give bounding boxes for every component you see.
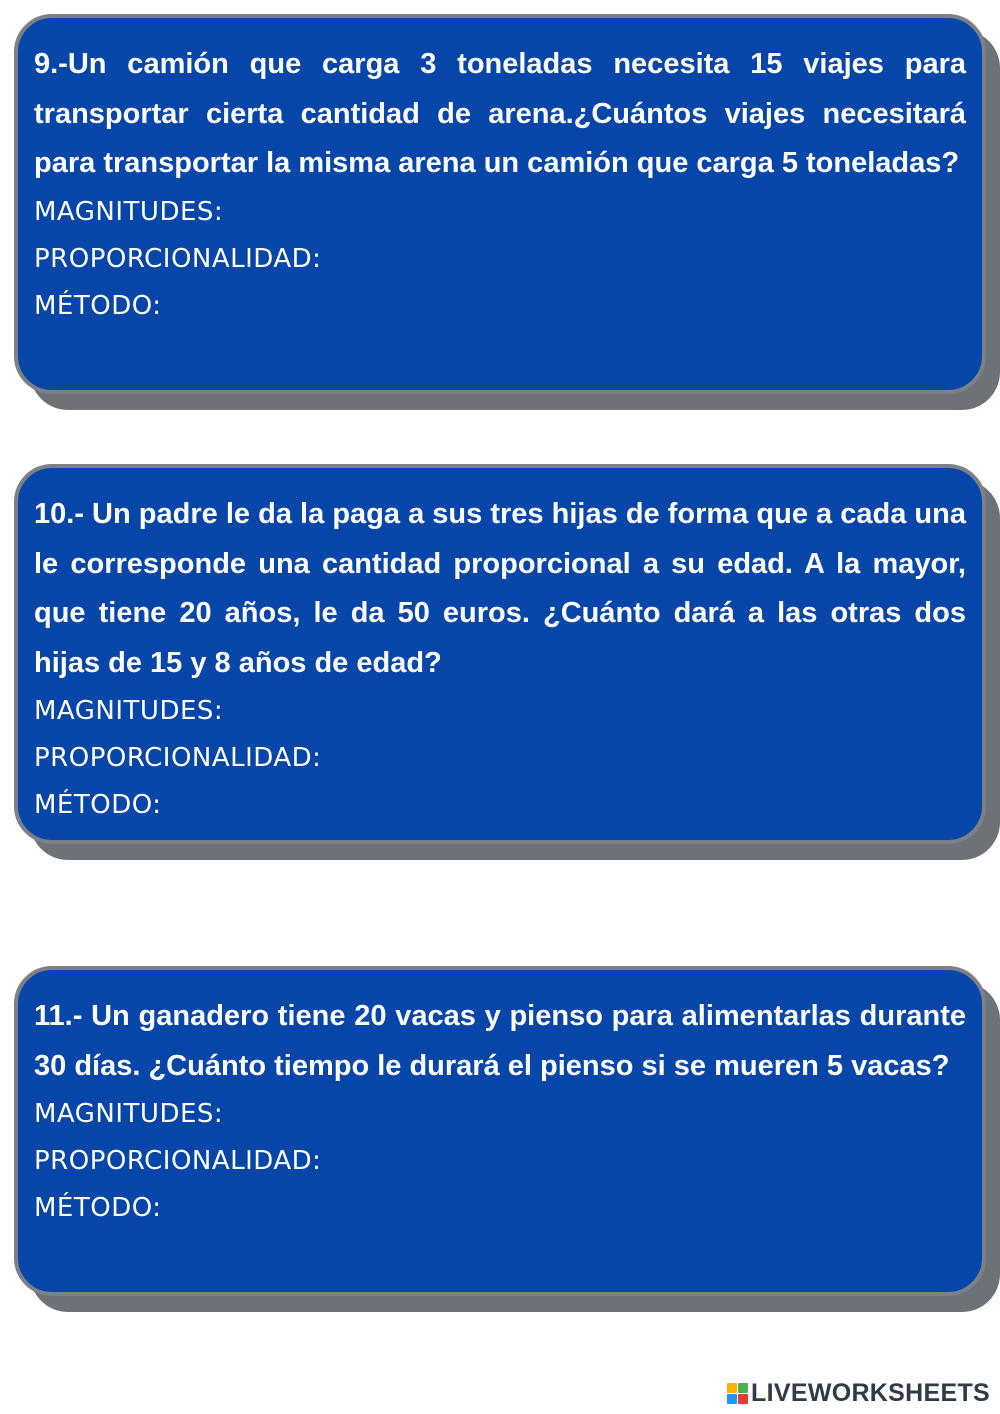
card-body: [14, 966, 986, 1296]
problem-text: 11.- Un ganadero tiene 20 vacas y pienso para alimentarlas durante 30 días. ¿Cuánto tiempo le durará el pienso si se mueren 5 vacas?: [34, 1000, 966, 1082]
proporcionalidad-label: PROPORCIONALIDAD:: [34, 743, 322, 773]
logo-square-blue: [727, 1394, 737, 1404]
metodo-label: MÉTODO:: [34, 790, 162, 820]
card-body: [14, 464, 986, 844]
problem-card-9: [14, 14, 1000, 394]
liveworksheets-logo-icon: [727, 1383, 748, 1404]
problem-card-11: [14, 966, 1000, 1296]
magnitudes-label: MAGNITUDES:: [34, 196, 224, 227]
proporcionalidad-label: PROPORCIONALIDAD:: [34, 1146, 322, 1176]
logo-square-green: [738, 1383, 748, 1393]
metodo-label: MÉTODO:: [34, 1193, 162, 1223]
magnitudes-label: MAGNITUDES:: [34, 1099, 224, 1129]
logo-square-red: [738, 1394, 748, 1404]
liveworksheets-logo[interactable]: [727, 1379, 990, 1408]
logo-square-yellow: [727, 1383, 737, 1393]
problem-text: 10.- Un padre le da la paga a sus tres hijas de forma que a cada una le corresponde una cantidad proporcional a su edad. A la mayor, que tiene 20 años, le da 50 euros. ¿Cuánto dará a las otras dos hijas de 15 y 8 años de edad?: [34, 498, 966, 679]
proporcionalidad-label: PROPORCIONALIDAD:: [34, 243, 322, 274]
metodo-label: MÉTODO:: [34, 290, 162, 321]
problem-card-10: [14, 464, 1000, 844]
card-body: [14, 14, 986, 394]
magnitudes-label: MAGNITUDES:: [34, 696, 224, 726]
problem-text: 9.-Un camión que carga 3 toneladas necesita 15 viajes para transportar cierta cantidad de arena.¿Cuántos viajes necesitará para transportar la misma arena un camión que carga 5 toneladas?: [34, 48, 966, 179]
brand-name: LIVEWORKSHEETS: [751, 1379, 990, 1407]
